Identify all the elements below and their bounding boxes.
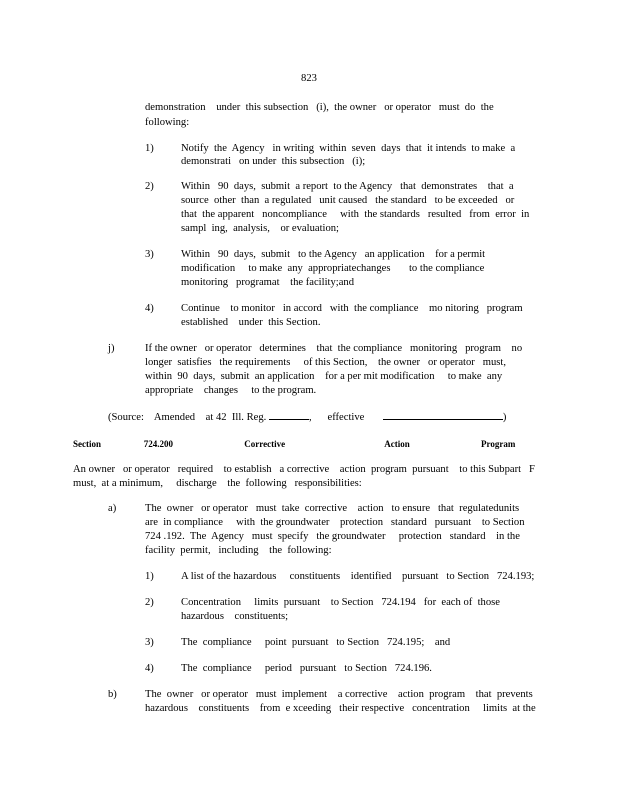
list-item-line: demonstrati on under this subsection (i); xyxy=(181,156,366,167)
paragraph-line: appropriate changes to the program. xyxy=(145,385,317,396)
blank-line xyxy=(383,409,503,420)
paragraph-label: b) xyxy=(108,689,117,700)
paragraph-line: facility permit, including the following: xyxy=(145,545,332,556)
list-item-line: Concentration limits pursuant to Section 724.194 for each of those xyxy=(181,597,500,608)
list-item-line: Continue to monitor in accord with the compliance mo nitoring program xyxy=(181,303,523,314)
list-item-line: Notify the Agency in writing within seven days that it intends to make a xyxy=(181,143,516,154)
section-intro-line-2: must, at a minimum, discharge the following responsibilities: xyxy=(73,478,362,489)
list-item-number: 4) xyxy=(145,303,154,314)
paragraph-label: j) xyxy=(108,343,115,354)
section-intro-line-1: An owner or operator required to establish a corrective action program pursuant to this Subpart F xyxy=(73,464,535,475)
blank-line xyxy=(269,409,309,420)
list-item-line: Within 90 days, submit a report to the Agency that demonstrates that a xyxy=(181,181,514,192)
list-item-line: modification to make any appropriatechanges to the compliance xyxy=(181,263,485,274)
section-label: Section xyxy=(73,439,101,449)
paragraph-line: 724 .192. The Agency must specify the groundwater protection standard in the xyxy=(145,531,520,542)
paragraph-line: are in compliance with the groundwater protection standard pursuant to Section xyxy=(145,517,525,528)
list-item-line: A list of the hazardous constituents identified pursuant to Section 724.193; xyxy=(181,571,535,582)
list-item-number: 3) xyxy=(145,637,154,648)
paragraph-line: The owner or operator must implement a corrective action program that prevents xyxy=(145,689,533,700)
section-heading xyxy=(73,437,515,451)
list-item-line: sampl ing, analysis, or evaluation; xyxy=(181,223,339,234)
list-item-number: 4) xyxy=(145,663,154,674)
list-item-number: 1) xyxy=(145,571,154,582)
paragraph-line: within 90 days, submit an application for a per mit modification to make any xyxy=(145,371,503,382)
section-number: 724.200 xyxy=(143,439,173,449)
list-item-line: that the apparent noncompliance with the standards resulted from error in xyxy=(181,209,530,220)
list-item-line: Within 90 days, submit to the Agency an application for a permit xyxy=(181,249,486,260)
list-item-number: 2) xyxy=(145,181,154,192)
paragraph-line: If the owner or operator determines that the compliance monitoring program no xyxy=(145,343,523,354)
source-suffix: ) xyxy=(502,412,507,423)
list-item-number: 1) xyxy=(145,143,154,154)
source-note xyxy=(108,409,506,425)
list-item-line: source other than a regulated unit caused the standard to be exceeded or xyxy=(181,195,515,206)
intro-line-1: demonstration under this subsection (i), the owner or operator must do the xyxy=(145,102,494,113)
paragraph-line: hazardous constituents from e xceeding their respective concentration limits at the xyxy=(145,703,536,714)
list-item-number: 3) xyxy=(145,249,154,260)
intro-line-2: following: xyxy=(145,117,190,128)
list-item-line: hazardous constituents; xyxy=(181,611,289,622)
source-prefix: (Source: Amended at 42 Ill. Reg. xyxy=(108,412,267,423)
source-middle: , effective xyxy=(308,412,365,423)
list-item-number: 2) xyxy=(145,597,154,608)
list-item-line: monitoring programat the facility;and xyxy=(181,277,354,288)
list-item-line: The compliance point pursuant to Section 724.195; and xyxy=(181,637,451,648)
paragraph-label: a) xyxy=(108,503,117,514)
page-number: 823 xyxy=(301,73,317,84)
paragraph-line: longer satisfies the requirements of this Section, the owner or operator must, xyxy=(145,357,506,368)
section-title: Corrective Action Program xyxy=(244,439,516,449)
paragraph-line: The owner or operator must take corrective action to ensure that regulatedunits xyxy=(145,503,520,514)
list-item-line: The compliance period pursuant to Section 724.196. xyxy=(181,663,432,674)
list-item-line: established under this Section. xyxy=(181,317,321,328)
